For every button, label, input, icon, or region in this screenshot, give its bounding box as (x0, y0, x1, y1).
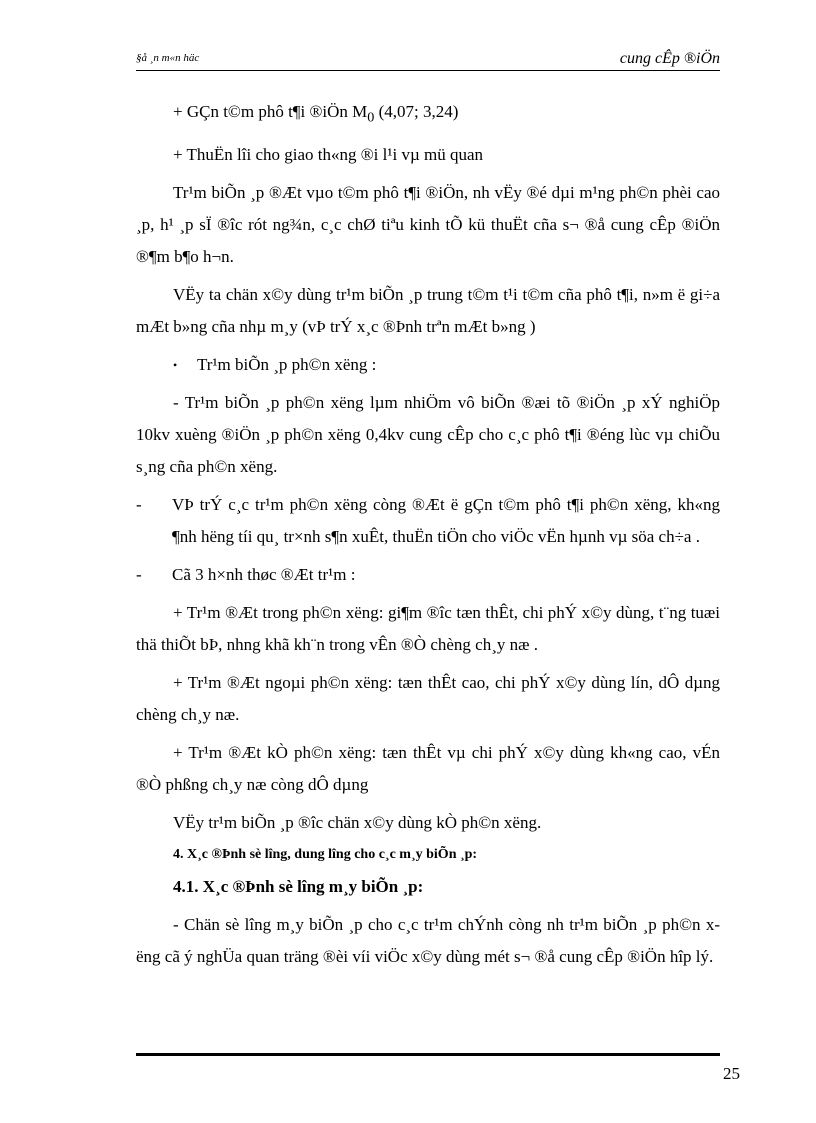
bullet-mark: • (173, 358, 178, 373)
paragraph-placement-reason: Tr¹m biÕn ¸p ®Æt vµo t©m phô t¶i ®iÖn, nh vËy ®é dµi m¹ng ph©n phèi cao ¸p, h¹ ¸p sÏ ®îc rót ng¾n, c¸c chØ tiªu kinh tÕ kü thuËt cña s¬ ®å cung cÊp ®iÖn ®¶m b¶o h¬n. (136, 183, 720, 267)
section-heading-4-1: 4.1. X¸c ®Þnh sè lîng m¸y biÕn ¸p: (173, 877, 424, 897)
paragraph-choice-adjacent: VËy tr¹m biÕn ¸p ®îc chän x©y dùng kÒ ph©n xëng. (173, 813, 542, 833)
location-criterion-2: + ThuËn lîi cho giao th«ng ®i l¹i vµ mü quan (173, 145, 484, 165)
dash-item-installation-types: - Cã 3 h×nh thøc ®Æt tr¹m : (136, 559, 720, 591)
dash-item-location: - VÞ trÝ c¸c tr¹m ph©n xëng còng ®Æt ë gÇn t©m phô t¶i ph©n xëng, kh«ng ¶nh hëng tíi qu¸ tr×nh s¶n xuÊt, thuËn tiÖn cho viÖc vËn hµnh vµ söa ch÷a . (136, 489, 720, 553)
subscript: 0 (367, 109, 375, 126)
dash-mark: - (136, 495, 142, 515)
footer-divider (136, 1053, 720, 1056)
bullet-workshop-substation: • Tr¹m biÕn ¸p ph©n xëng : (136, 349, 720, 381)
page-number: 25 (723, 1064, 740, 1083)
type-inside-workshop: + Tr¹m ®Æt trong ph©n xëng: gi¶m ®îc tæn thÊt, chi phÝ x©y dùng, t¨ng tuæi thä thiÕt bÞ, nhng khã kh¨n trong vÊn ®Ò chèng ch¸y næ . (136, 603, 720, 655)
dash-mark: - (136, 565, 142, 585)
paragraph-transformer-count: - Chän sè lîng m¸y biÕn ¸p cho c¸c tr¹m chÝnh còng nh tr¹m biÕn ¸p ph©n xëng cã ý nghÜa quan träng ®èi víi viÖc x©y dùng mét s¬ ®å cung cÊp ®iÖn hîp lý. (136, 915, 720, 967)
location-criterion-1: + GÇn t©m phô t¶i ®iÖn $M_0$ (4,07; 3,24) (173, 102, 459, 126)
document-body (136, 96, 720, 973)
header-course-title: §å ¸n m«n häc (136, 52, 200, 64)
header-divider (136, 70, 720, 71)
section-heading-4: 4. X¸c ®Þnh sè lîng, dung lîng cho c¸c m¸y biÕn ¸p: (173, 847, 478, 863)
paragraph-conclusion-main-station: VËy ta chän x©y dùng tr¹m biÕn ¸p trung t©m t¹i t©m cña phô t¶i, n»m ë gi÷a mÆt b»ng cña nhµ m¸y (vÞ trÝ x¸c ®Þnh trªn mÆt b»ng ) (136, 285, 720, 337)
type-adjacent-workshop: + Tr¹m ®Æt kÒ ph©n xëng: tæn thÊt vµ chi phÝ x©y dùng kh«ng cao, vÉn ®Ò phßng ch¸y næ còng dÔ dµng (136, 743, 720, 795)
header-chapter-title: cung cÊp ®iÖn (619, 50, 720, 67)
type-outside-workshop: + Tr¹m ®Æt ngoµi ph©n xëng: tæn thÊt cao, chi phÝ x©y dùng lín, dÔ dµng chèng ch¸y næ. (136, 673, 720, 725)
running-header (136, 50, 720, 70)
paragraph-workshop-substation-role: - Tr¹m biÕn ¸p ph©n xëng lµm nhiÖm vô biÕn ®æi tõ ®iÖn ¸p xÝ nghiÖp 10kv xuèng ®iÖn ¸p ph©n xëng 0,4kv cung cÊp cho c¸c phô t¶i ®éng lùc vµ chiÕu s¸ng cña ph©n xëng. (136, 393, 720, 477)
